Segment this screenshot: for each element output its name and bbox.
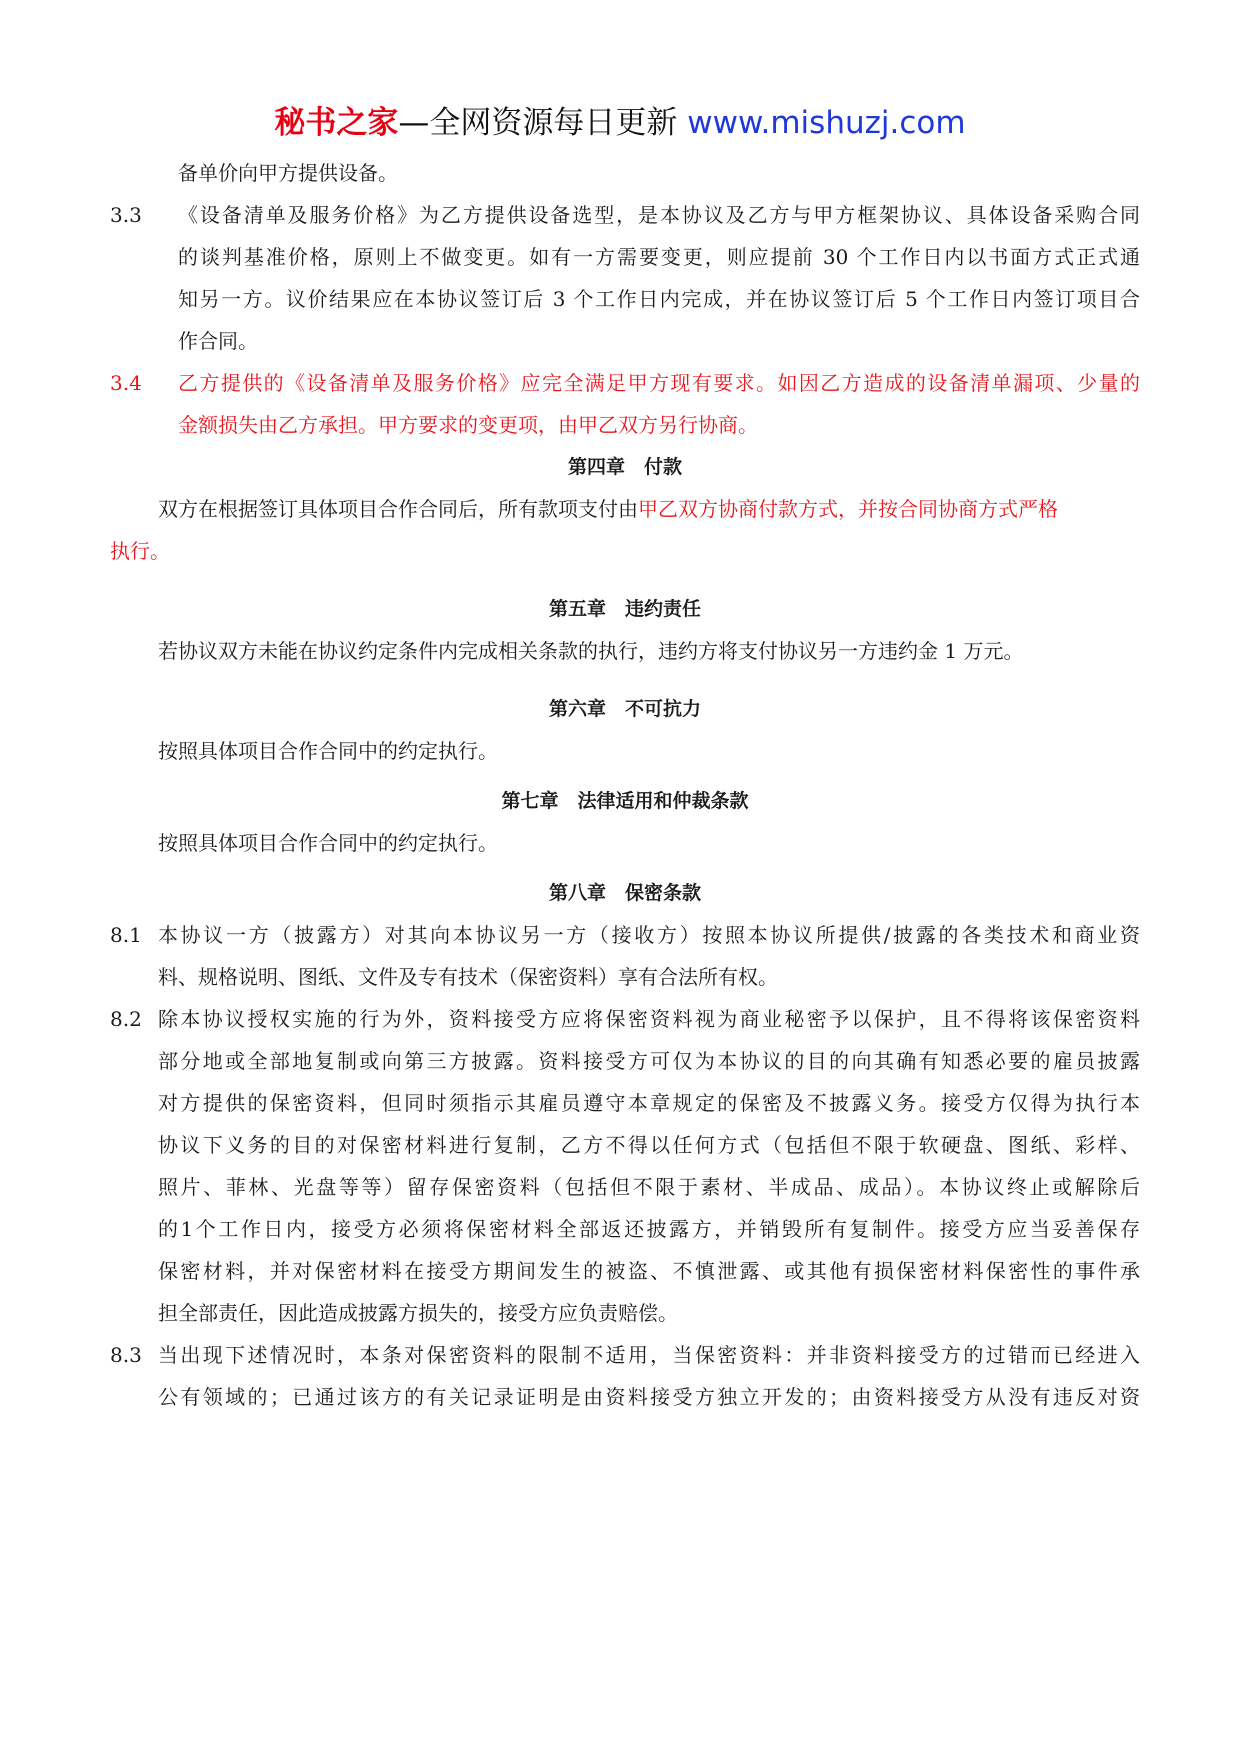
chapter-4-line-1: 双方在根据签订具体项目合作合同后，所有款项支付由甲乙双方协商付款方式，并按合同协商方式严格 xyxy=(158,497,1058,521)
clause-8-2-line-8: 担全部责任，因此造成披露方损失的，接受方应负责赔偿。 xyxy=(158,1301,678,1325)
page-header-watermark xyxy=(0,100,1240,146)
clause-8-2-line-4: 协议下义务的目的对保密材料进行复制，乙方不得以任何方式（包括但不限于软硬盘、图纸、彩样、 xyxy=(158,1133,1140,1157)
clause-3-3-line-2: 的谈判基准价格，原则上不做变更。如有一方需要变更，则应提前 30 个工作日内以书面方式正式通 xyxy=(178,245,1140,269)
clause-8-3-line-2: 公有领域的；已通过该方的有关记录证明是由资料接受方独立开发的；由资料接受方从没有违反对资 xyxy=(158,1385,1140,1409)
header-slogan: —全网资源每日更新 xyxy=(398,105,678,141)
clause-3-4-line-2: 金额损失由乙方承担。甲方要求的变更项，由甲乙双方另行协商。 xyxy=(178,413,758,437)
clause-8-3-line-1: 8.3 当出现下述情况时，本条对保密资料的限制不适用，当保密资料：并非资料接受方的过错而已经进入 xyxy=(110,1334,1140,1376)
clause-number: 8.3 xyxy=(110,1343,142,1367)
clause-3-3-line-1: 3.3 《设备清单及服务价格》为乙方提供设备选型，是本协议及乙方与甲方框架协议、具体设备采购合同 xyxy=(110,194,1140,236)
clause-8-2-line-7: 保密材料，并对保密材料在接受方期间发生的被盗、不慎泄露、或其他有损保密材料保密性的事件承 xyxy=(158,1259,1140,1283)
header-brand: 秘书之家 xyxy=(274,105,399,141)
chapter-6-heading: 第六章 不可抗力 xyxy=(548,698,701,720)
clause-number: 8.1 xyxy=(110,923,142,947)
clause-8-1-line-2: 料、规格说明、图纸、文件及专有技术（保密资料）享有合法所有权。 xyxy=(158,965,778,989)
header-url-link[interactable]: www.mishuzj.com xyxy=(687,105,966,141)
clause-3-4-line-1: 3.4 乙方提供的《设备清单及服务价格》应完全满足甲方现有要求。如因乙方造成的设备清单漏项、少量的 xyxy=(110,362,1140,404)
clause-number: 3.4 xyxy=(110,371,142,395)
clause-number: 3.3 xyxy=(110,203,142,227)
document-body xyxy=(110,152,1140,1418)
clause-8-1-line-1: 8.1 本协议一方（披露方）对其向本协议另一方（接收方）按照本协议所提供/披露的各类技术和商业资 xyxy=(110,914,1140,956)
chapter-6-text: 按照具体项目合作合同中的约定执行。 xyxy=(158,739,498,763)
chapter-8-heading: 第八章 保密条款 xyxy=(548,882,701,904)
chapter-5-heading: 第五章 违约责任 xyxy=(548,598,701,620)
clause-8-2-line-5: 照片、菲林、光盘等等）留存保密资料（包括但不限于素材、半成品、成品）。本协议终止或解除后 xyxy=(158,1175,1140,1199)
paragraph-line: 备单价向甲方提供设备。 xyxy=(178,161,398,185)
clause-number: 8.2 xyxy=(110,1007,142,1031)
chapter-5-text: 若协议双方未能在协议约定条件内完成相关条款的执行，违约方将支付协议另一方违约金 1 万元。 xyxy=(158,639,1024,663)
chapter-7-heading: 第七章 法律适用和仲裁条款 xyxy=(501,790,749,812)
clause-8-2-line-6: 的1个工作日内，接受方必须将保密材料全部返还披露方，并销毁所有复制件。接受方应当妥善保存 xyxy=(158,1217,1140,1241)
clause-3-3-line-4: 作合同。 xyxy=(178,329,258,353)
chapter-7-text: 按照具体项目合作合同中的约定执行。 xyxy=(158,831,498,855)
clause-3-3-line-3: 知另一方。议价结果应在本协议签订后 3 个工作日内完成，并在协议签订后 5 个工作日内签订项目合 xyxy=(178,287,1140,311)
highlighted-text: 甲乙双方协商付款方式，并按合同协商方式严格 xyxy=(638,497,1058,521)
clause-8-2-line-3: 对方提供的保密资料，但同时须指示其雇员遵守本章规定的保密及不披露义务。接受方仅得为执行本 xyxy=(158,1091,1140,1115)
clause-8-2-line-1: 8.2 除本协议授权实施的行为外，资料接受方应将保密资料视为商业秘密予以保护，且不得将该保密资料 xyxy=(110,998,1140,1040)
chapter-4-line-2: 执行。 xyxy=(110,539,170,563)
clause-8-2-line-2: 部分地或全部地复制或向第三方披露。资料接受方可仅为本协议的目的向其确有知悉必要的雇员披露 xyxy=(158,1049,1140,1073)
chapter-4-heading: 第四章 付款 xyxy=(567,456,682,478)
